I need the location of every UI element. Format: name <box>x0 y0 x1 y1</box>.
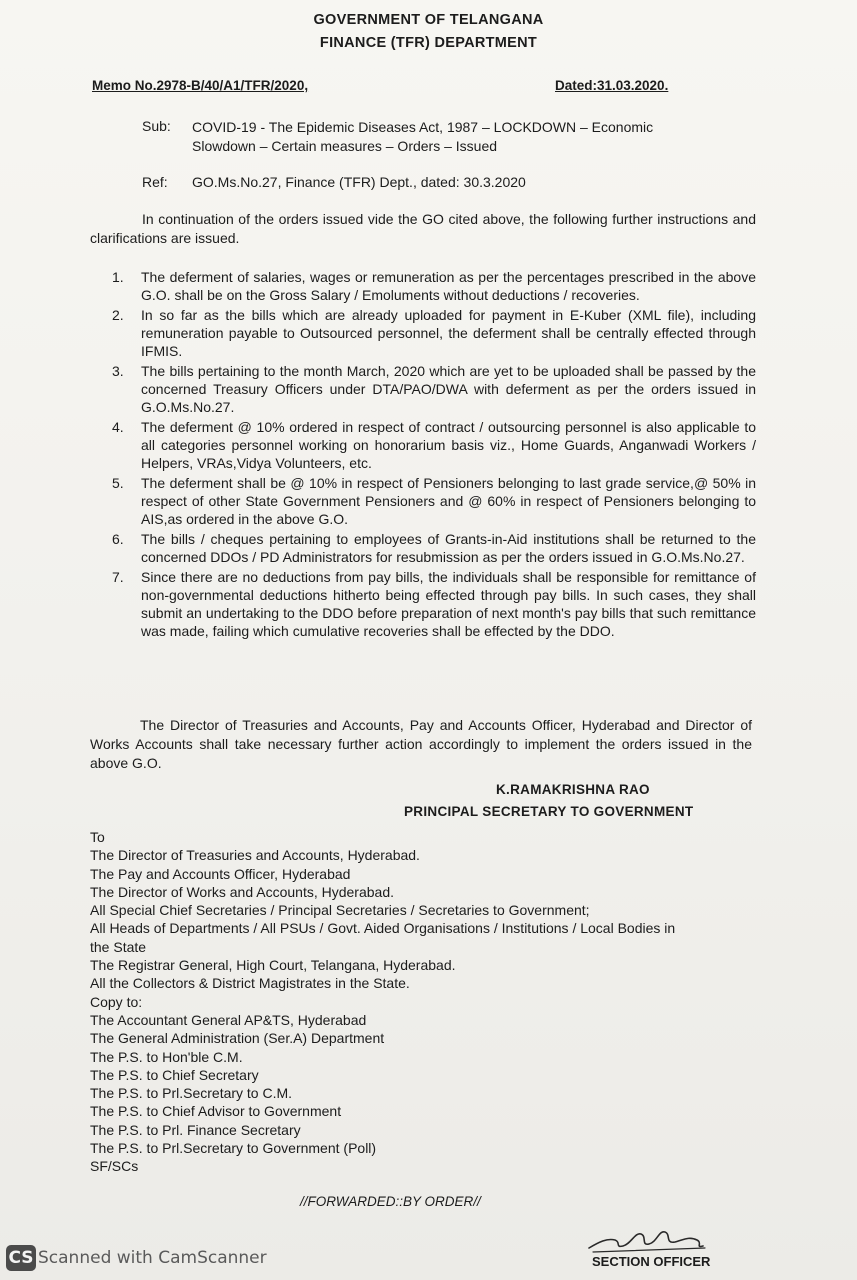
intro-paragraph: In continuation of the orders issued vide the GO cited above, the following further instructions and clarifications are issued. <box>90 211 756 246</box>
list-item-text: The deferment of salaries, wages or remuneration as per the percentages prescribed in the above G.O. shall be on the Gross Salary / Emoluments without deductions / recoveries. <box>141 269 756 303</box>
list-item-number: 3. <box>112 363 124 379</box>
list-item-text: The bills pertaining to the month March, 2020 which are yet to be uploaded shall be passed by the concerned Treasury Officers under DTA/PAO/DWA with deferment as per the orders issued in G.O.Ms.No.27. <box>141 363 756 415</box>
recipient-line: The Director of Treasuries and Accounts, Hyderabad. <box>90 847 420 864</box>
list-item <box>112 306 756 360</box>
recipient-line: The Registrar General, High Court, Telangana, Hyderabad. <box>90 957 456 974</box>
signatory-title: PRINCIPAL SECRETARY TO GOVERNMENT <box>404 804 694 819</box>
list-item-number: 4. <box>112 419 124 435</box>
list-item-number: 7. <box>112 569 124 585</box>
list-item-text: The bills / cheques pertaining to employees of Grants-in-Aid institutions shall be returned to the concerned DDOs / PD Administrators for resubmission as per the orders issued in G.O.Ms.No.27. <box>141 531 756 565</box>
list-item-number: 1. <box>112 269 124 285</box>
recipient-line: To <box>90 829 105 845</box>
camscanner-watermark <box>6 1244 267 1272</box>
recipient-line: The Director of Works and Accounts, Hyderabad. <box>90 883 394 900</box>
camscanner-logo-icon: CS <box>6 1245 36 1271</box>
camscanner-text: Scanned with CamScanner <box>38 1248 267 1268</box>
list-item-text: The deferment @ 10% ordered in respect of contract / outsourcing personnel is also applicable to all categories personnel working on honorarium basis viz., Home Guards, Anganwadi Workers / Helpers, VRAs,Vidya Volunteers, etc. <box>141 419 756 471</box>
recipient-line: The P.S. to Prl.Secretary to C.M. <box>90 1085 293 1102</box>
list-item <box>112 474 756 528</box>
section-officer-label: SECTION OFFICER <box>592 1254 711 1269</box>
recipient-line: The P.S. to Chief Advisor to Government <box>90 1103 342 1120</box>
list-item-text: In so far as the bills which are already uploaded for payment in E-Kuber (XML file), including remuneration payable to Outsourced personnel, the deferment shall be centrally effected through IFMIS. <box>141 307 756 359</box>
list-item <box>112 362 756 416</box>
list-item <box>112 568 756 640</box>
recipient-line: The P.S. to Prl. Finance Secretary <box>90 1121 301 1138</box>
list-item <box>112 418 756 472</box>
list-item-text: The deferment shall be @ 10% in respect of Pensioners belonging to last grade service,@ 50% in respect of other State Government Pensioners and @ 60% in respect of Pensioners belonging to AIS,as ordered in the above G.O. <box>141 475 756 527</box>
recipient-line: SF/SCs <box>90 1158 139 1175</box>
list-item <box>112 268 756 304</box>
recipient-line: The General Administration (Ser.A) Department <box>90 1030 385 1047</box>
list-item-number: 2. <box>112 307 124 323</box>
subject-text: COVID-19 - The Epidemic Diseases Act, 1987 – LOCKDOWN – Economic Slowdown – Certain measures – Orders – Issued <box>192 119 654 154</box>
list-item-text: Since there are no deductions from pay bills, the individuals shall be responsible for remittance of non-governmental deductions hitherto being effected through pay bills. In such cases, they shall submit an undertaking to the DDO before preparation of next month's pay bills that such remittance was made, failing which cumulative recoveries shall be effected by the DDO. <box>141 569 756 639</box>
closing-paragraph: The Director of Treasuries and Accounts, Pay and Accounts Officer, Hyderabad and Director of Works Accounts shall take necessary further action accordingly to implement the orders issued in the above G.O. <box>90 717 752 771</box>
copy-to-label: Copy to: <box>90 993 143 1010</box>
recipient-line: The Accountant General AP&TS, Hyderabad <box>90 1011 367 1028</box>
list-item-number: 6. <box>112 531 124 547</box>
reference-text: GO.Ms.No.27, Finance (TFR) Dept., dated: 30.3.2020 <box>192 174 526 190</box>
handwritten-signature <box>585 1218 715 1254</box>
signatory-name: K.RAMAKRISHNA RAO <box>496 782 650 797</box>
list-item-number: 5. <box>112 475 124 491</box>
recipient-line: the State <box>90 938 147 955</box>
recipient-line: The P.S. to Hon'ble C.M. <box>90 1048 243 1065</box>
recipient-line: The P.S. to Chief Secretary <box>90 1066 259 1083</box>
recipients-list <box>90 828 770 1176</box>
subject-label: Sub: <box>142 118 171 134</box>
memo-date: Dated:31.03.2020. <box>555 78 669 93</box>
recipient-line: The P.S. to Prl.Secretary to Government (Poll) <box>90 1140 377 1157</box>
forwarded-by-order: //FORWARDED::BY ORDER// <box>300 1194 481 1209</box>
government-heading: GOVERNMENT OF TELANGANA <box>313 12 544 28</box>
list-item <box>112 530 756 566</box>
recipient-line: The Pay and Accounts Officer, Hyderabad <box>90 865 351 882</box>
recipient-line: All Heads of Departments / All PSUs / Govt. Aided Organisations / Institutions / Local Bodies in <box>90 920 676 937</box>
department-heading: FINANCE (TFR) DEPARTMENT <box>319 35 538 51</box>
recipient-line: All Special Chief Secretaries / Principal Secretaries / Secretaries to Government; <box>90 902 590 919</box>
reference-label: Ref: <box>142 174 168 190</box>
recipient-line: All the Collectors & District Magistrates in the State. <box>90 975 410 992</box>
instructions-list <box>112 268 756 642</box>
memo-number: Memo No.2978-B/40/A1/TFR/2020, <box>92 78 309 93</box>
